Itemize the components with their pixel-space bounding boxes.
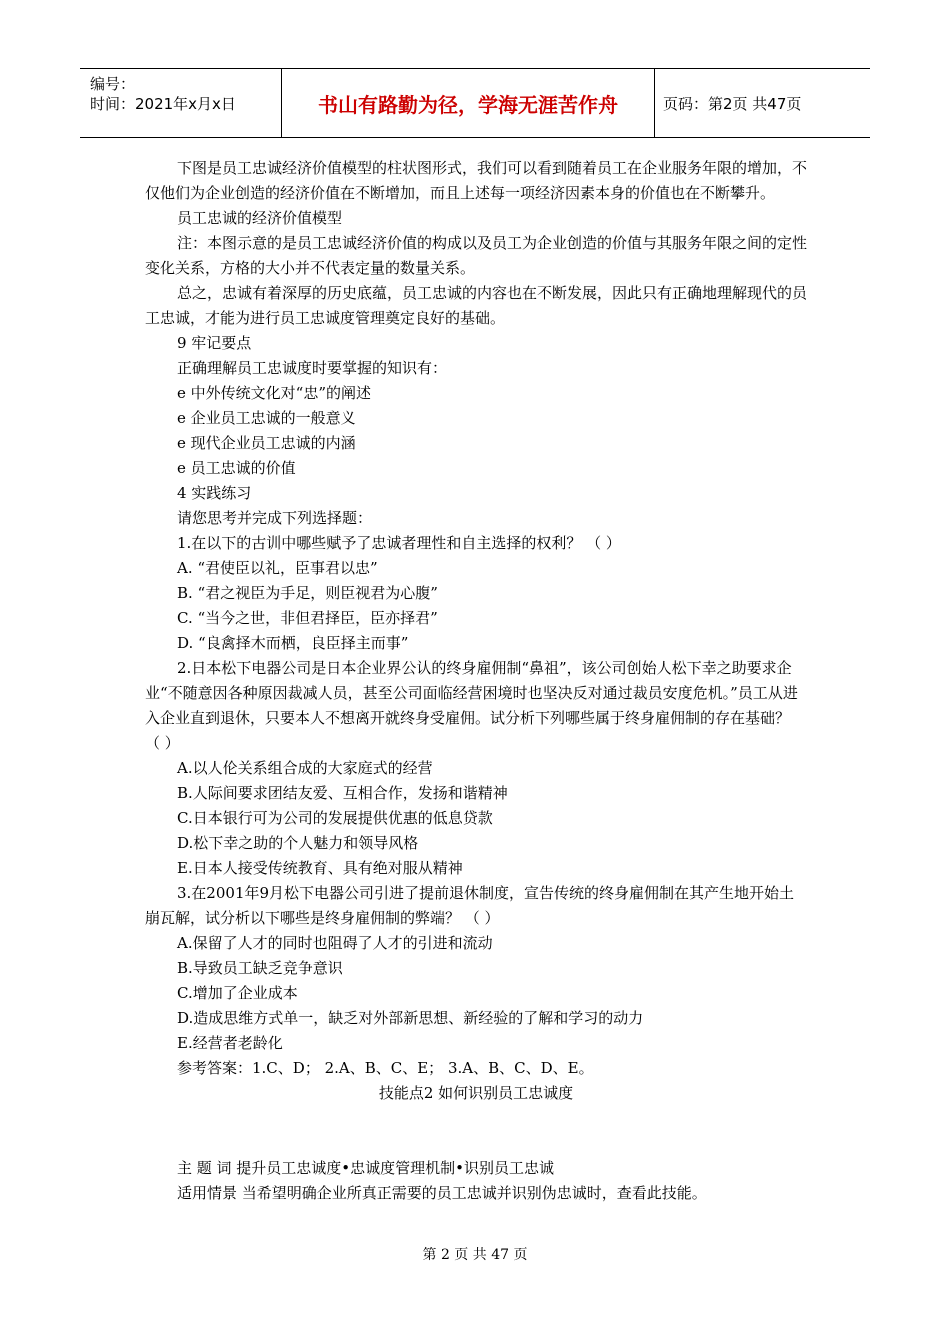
header-page-info: 页码：第2页 共47页 bbox=[663, 94, 802, 113]
question-option: E.日本人接受传统教育、具有绝对服从精神 bbox=[177, 859, 463, 877]
figure-caption: 员工忠诚的经济价值模型 bbox=[177, 209, 343, 227]
paragraph-intro: 下图是员工忠诚经济价值模型的柱状图形式，我们可以看到随着员工在企业服务年限的增加，不仅他们为企业创造的经济价值在不断增加，而且上述每一项经济因素本身的价值也在不断攀升。 bbox=[145, 159, 808, 202]
figure-note: 注：本图示意的是员工忠诚经济价值的构成以及员工为企业创造的价值与其服务年限之间的定性变化关系，方格的大小并不代表定量的数量关系。 bbox=[145, 234, 808, 277]
question-option: A. “君使臣以礼，臣事君以忠” bbox=[177, 559, 378, 577]
header-meta bbox=[80, 69, 282, 137]
spacer bbox=[145, 1106, 807, 1156]
page-header bbox=[80, 68, 870, 138]
document-body bbox=[145, 156, 807, 1206]
question-option: D.松下幸之助的个人魅力和领导风格 bbox=[177, 834, 419, 852]
key-point-item: e 中外传统文化对“忠”的阐述 bbox=[177, 384, 371, 402]
practice-intro: 请您思考并完成下列选择题： bbox=[177, 509, 373, 527]
header-motto-cell bbox=[282, 69, 655, 137]
key-points-intro: 正确理解员工忠诚度时要掌握的知识有： bbox=[177, 359, 448, 377]
section-key-points: 9 牢记要点 bbox=[177, 334, 252, 352]
key-point-item: e 员工忠诚的价值 bbox=[177, 459, 296, 477]
section-title: 技能点2 如何识别员工忠诚度 bbox=[378, 1084, 574, 1102]
key-point-item: e 企业员工忠诚的一般意义 bbox=[177, 409, 356, 427]
question-option: C. “当今之世，非但君择臣，臣亦择君” bbox=[177, 609, 438, 627]
question-1: 1.在以下的古训中哪些赋予了忠诚者理性和自主选择的权利？ （ ） bbox=[177, 534, 621, 552]
page-footer: 第 2 页 共 47 页 bbox=[422, 1247, 528, 1263]
question-option: C.增加了企业成本 bbox=[177, 984, 298, 1002]
document-date: 时间：2021年x月x日 bbox=[90, 95, 236, 113]
key-point-item: e 现代企业员工忠诚的内涵 bbox=[177, 434, 356, 452]
scenario-line: 适用情景 当希望明确企业所真正需要的员工忠诚并识别伪忠诚时，查看此技能。 bbox=[177, 1184, 707, 1202]
question-option: C.日本银行可为公司的发展提供优惠的低息贷款 bbox=[177, 809, 493, 827]
question-option: A.以人伦关系组合成的大家庭式的经营 bbox=[177, 759, 433, 777]
answer-key: 参考答案：1.C、D； 2.A、B、C、E； 3.A、B、C、D、E。 bbox=[177, 1059, 594, 1077]
section-practice: 4 实践练习 bbox=[177, 484, 252, 502]
keywords-line: 主 题 词 提升员工忠诚度•忠诚度管理机制•识别员工忠诚 bbox=[177, 1159, 555, 1177]
question-2: 2.日本松下电器公司是日本企业界公认的终身雇佣制“鼻祖”，该公司创始人松下幸之助要求企业“不随意因各种原因裁减人员，甚至公司面临经营困境时也坚决反对通过裁员安度危机。”员工从进入企业直到退休，只要本人不想离开就终身受雇佣。试分析下列哪些属于终身雇佣制的存在基础？ （ ） bbox=[145, 659, 798, 752]
question-option: B.人际间要求团结友爱、互相合作，发扬和谐精神 bbox=[177, 784, 508, 802]
question-option: B. “君之视臣为手足，则臣视君为心腹” bbox=[177, 584, 438, 602]
question-option: D. “良禽择木而栖，良臣择主而事” bbox=[177, 634, 409, 652]
question-option: D.造成思维方式单一，缺乏对外部新思想、新经验的了解和学习的动力 bbox=[177, 1009, 644, 1027]
question-option: B.导致员工缺乏竞争意识 bbox=[177, 959, 343, 977]
question-3: 3.在2001年9月松下电器公司引进了提前退休制度，宣告传统的终身雇佣制在其产生地开始土崩瓦解，试分析以下哪些是终身雇佣制的弊端？ （ ） bbox=[145, 884, 795, 927]
header-motto: 书山有路勤为径，学海无涯苦作舟 bbox=[318, 92, 618, 117]
question-option: A.保留了人才的同时也阻碍了人才的引进和流动 bbox=[177, 934, 493, 952]
document-number-label: 编号： bbox=[90, 75, 136, 93]
question-option: E.经营者老龄化 bbox=[177, 1034, 283, 1052]
paragraph-summary: 总之，忠诚有着深厚的历史底蕴，员工忠诚的内容也在不断发展，因此只有正确地理解现代的员工忠诚，才能为进行员工忠诚度管理奠定良好的基础。 bbox=[145, 284, 808, 327]
